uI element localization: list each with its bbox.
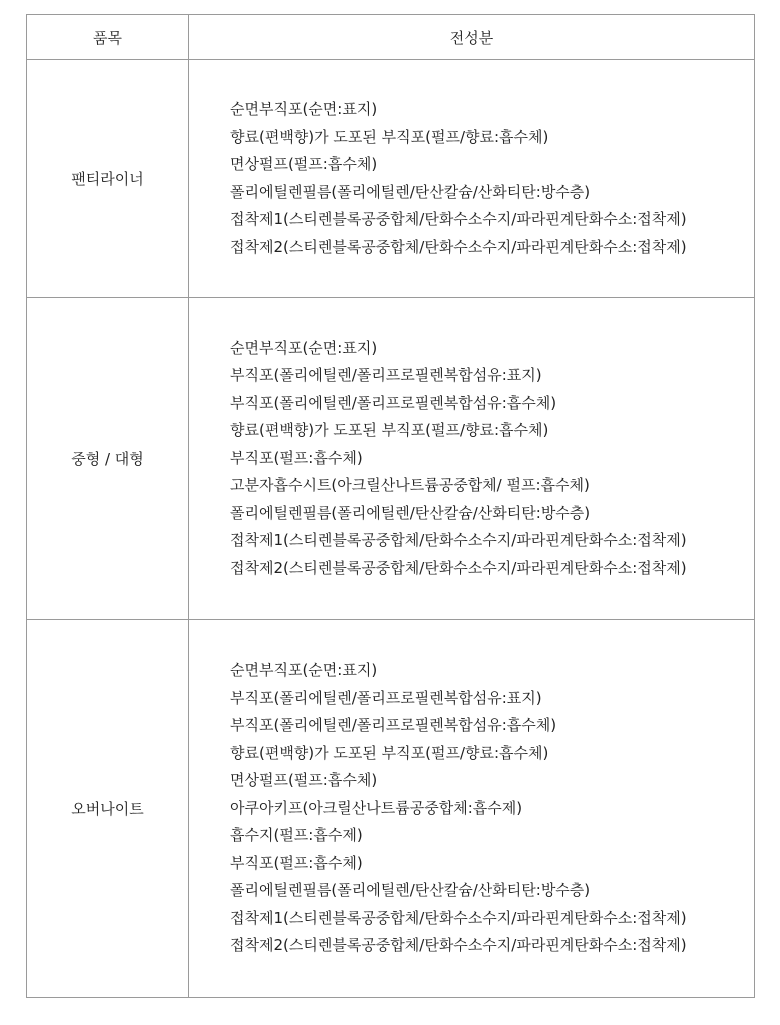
- ingredient-item: 접착제1(스티렌블록공중합체/탄화수소수지/파라핀계탄화수소:접착제): [230, 908, 687, 927]
- ingredient-item: 고분자흡수시트(아크릴산나트륨공중합체/ 펄프:흡수체): [230, 476, 590, 495]
- ingredient-item: 부직포(폴리에틸렌/폴리프로필렌복합섬유:흡수체): [230, 716, 557, 735]
- ingredient-item: 향료(편백향)가 도포된 부직포(펄프/향료:흡수체): [230, 127, 549, 146]
- ingredient-item: 향료(편백향)가 도포된 부직포(펄프/향료:흡수체): [230, 421, 549, 440]
- table-row: [27, 298, 755, 620]
- ingredients-cell: [189, 620, 755, 998]
- ingredient-item: 접착제2(스티렌블록공중합체/탄화수소수지/파라핀계탄화수소:접착제): [230, 558, 687, 577]
- ingredient-item: 향료(편백향)가 도포된 부직포(펄프/향료:흡수체): [230, 743, 549, 762]
- ingredient-item: 부직포(펄프:흡수체): [230, 853, 363, 872]
- item-name: 오버나이트: [27, 620, 189, 998]
- table-row: [27, 60, 755, 298]
- ingredient-item: 순면부직포(순면:표지): [230, 661, 378, 680]
- header-item: 품목: [27, 15, 189, 60]
- ingredient-list: [230, 96, 754, 261]
- ingredient-item: 폴리에틸렌필름(폴리에틸렌/탄산칼슘/산화티탄:방수층): [230, 182, 591, 201]
- ingredient-item: 접착제1(스티렌블록공중합체/탄화수소수지/파라핀계탄화수소:접착제): [230, 210, 687, 228]
- ingredient-item: 순면부직포(순면:표지): [230, 100, 378, 118]
- item-name: 중형 / 대형: [27, 298, 189, 620]
- ingredient-item: 부직포(폴리에틸렌/폴리프로필렌복합섬유:표지): [230, 366, 542, 385]
- ingredient-item: 흡수지(펄프:흡수제): [230, 826, 363, 845]
- ingredient-item: 접착제2(스티렌블록공중합체/탄화수소수지/파라핀계탄화수소:접착제): [230, 237, 687, 256]
- ingredient-item: 면상펄프(펄프:흡수체): [230, 771, 378, 790]
- ingredient-item: 접착제2(스티렌블록공중합체/탄화수소수지/파라핀계탄화수소:접착제): [230, 936, 687, 955]
- ingredient-item: 접착제1(스티렌블록공중합체/탄화수소수지/파라핀계탄화수소:접착제): [230, 531, 687, 550]
- ingredient-item: 부직포(폴리에틸렌/폴리프로필렌복합섬유:표지): [230, 688, 542, 707]
- ingredient-item: 면상펄프(펄프:흡수체): [230, 155, 378, 173]
- ingredient-item: 폴리에틸렌필름(폴리에틸렌/탄산칼슘/산화티탄:방수층): [230, 881, 591, 900]
- table-row: [27, 620, 755, 998]
- ingredient-item: 폴리에틸렌필름(폴리에틸렌/탄산칼슘/산화티탄:방수층): [230, 503, 591, 522]
- ingredient-item: 아쿠아키프(아크릴산나트륨공중합체:흡수제): [230, 798, 523, 817]
- ingredients-cell: [189, 60, 755, 298]
- table-header-row: [27, 15, 755, 60]
- ingredient-list: [230, 335, 754, 583]
- ingredient-item: 부직포(폴리에틸렌/폴리프로필렌복합섬유:흡수체): [230, 393, 557, 412]
- ingredients-table: [26, 14, 755, 998]
- ingredient-item: 부직포(펄프:흡수체): [230, 448, 363, 467]
- ingredients-cell: [189, 298, 755, 620]
- header-ingredients: 전성분: [189, 15, 755, 60]
- item-name: 팬티라이너: [27, 60, 189, 298]
- ingredient-item: 순면부직포(순면:표지): [230, 338, 378, 357]
- ingredient-list: [230, 657, 754, 960]
